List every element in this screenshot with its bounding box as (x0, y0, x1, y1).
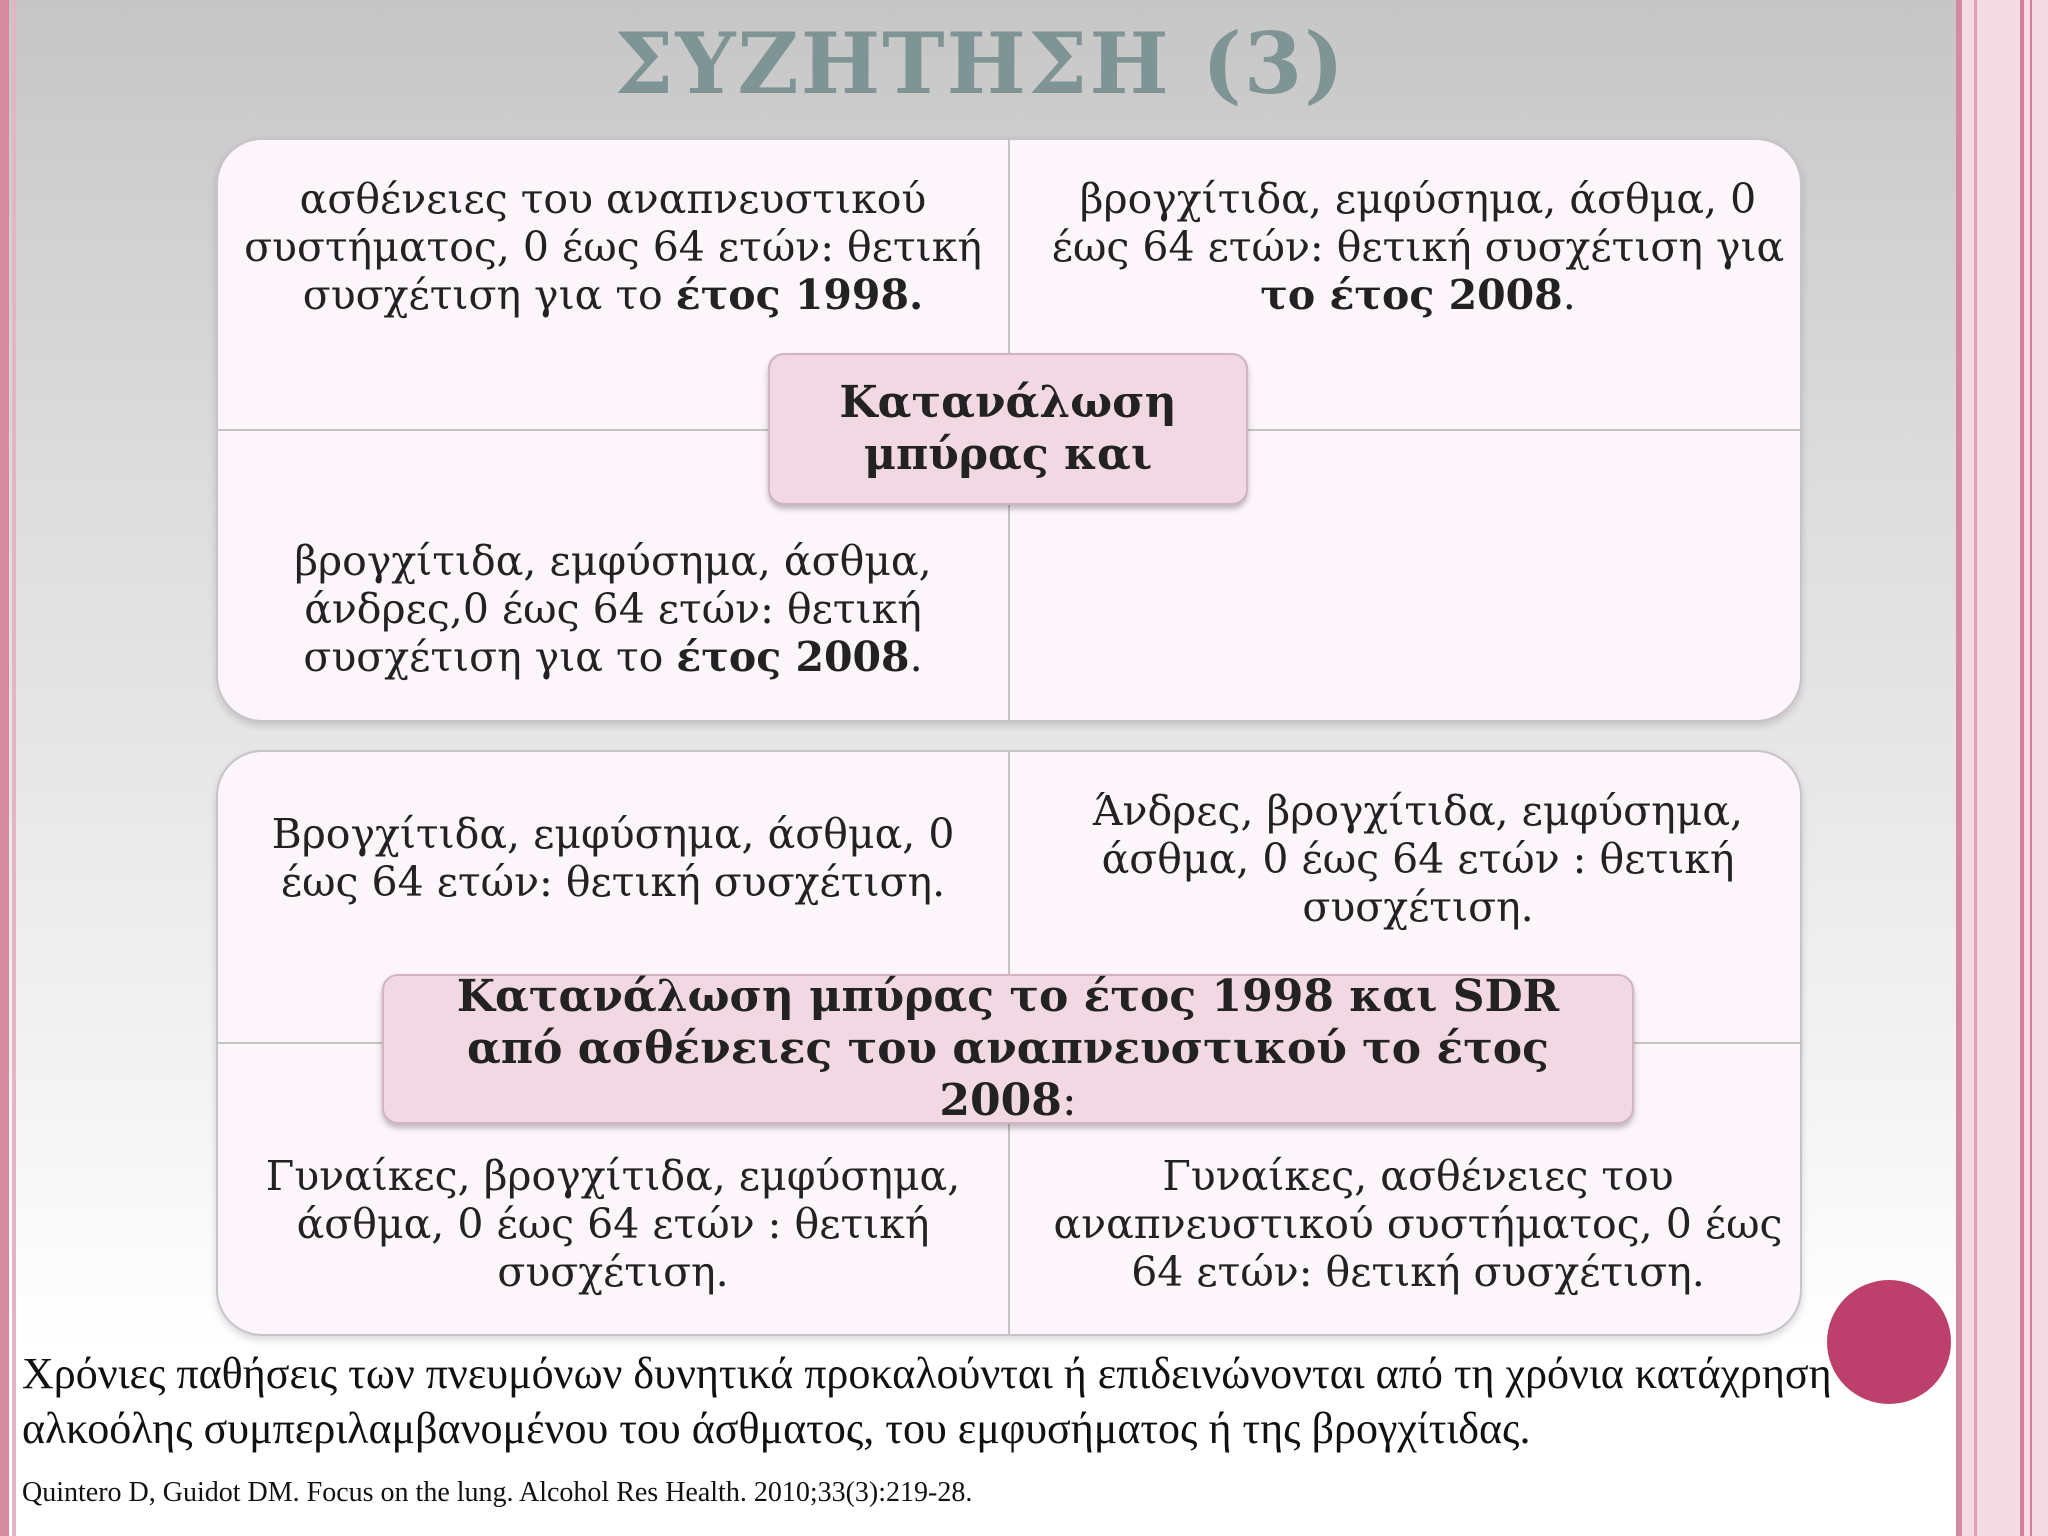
right-decor-line (1974, 0, 1977, 1536)
quadrant-bottom-left: βρογχίτιδα, εμφύσημα, άσθμα, άνδρες,0 έως 64 ετών: θετική συσχέτιση για το έτος 2008. (294, 537, 932, 681)
quadrant-top-left: Βρογχίτιδα, εμφύσημα, άσθμα, 0 έως 64 ετών: θετική συσχέτιση. (271, 810, 955, 906)
right-decor-line (1956, 0, 1962, 1536)
right-decor-band (1956, 0, 2048, 1536)
citation: Quintero D, Guidot DM. Focus on the lung. Alcohol Res Health. 2010;33(3):219-28. (22, 1477, 973, 1508)
center-box-colon: : (1061, 1075, 1077, 1126)
panel-2-center-box (382, 971, 1634, 1126)
quadrant-top-right: Άνδρες, βρογχίτιδα, εμφύσημα, άσθμα, 0 έως 64 ετών : θετική συσχέτιση. (1092, 787, 1744, 931)
quadrant-top-right: βρογχίτιδα, εμφύσημα, άσθμα, 0 έως 64 ετών: θετική συσχέτιση για το έτος 2008. (1051, 175, 1785, 319)
left-decor-stripe (0, 0, 9, 1536)
quadrant-bottom-left: Γυναίκες, βρογχίτιδα, εμφύσημα, άσθμα, 0 έως 64 ετών : θετική συσχέτιση. (265, 1152, 961, 1296)
center-box-line-1: Κατανάλωση (839, 377, 1177, 428)
quadrant-bottom-right: Γυναίκες, ασθένειες του αναπνευστικού συστήματος, 0 έως 64 ετών: θετική συσχέτιση. (1053, 1152, 1783, 1296)
center-box-line-2: μπύρας και (863, 429, 1153, 480)
panel-1-center-box (768, 353, 1248, 505)
center-box-text: Κατανάλωση μπύρας το έτος 1998 και SDR από ασθένειες του αναπνευστικού το έτος 2008 (456, 971, 1560, 1126)
slide-title: ΣΥΖΗΤΗΣΗ (3) (614, 14, 1346, 113)
left-decor-stripe-thin (12, 0, 16, 1536)
right-decor-line (2030, 0, 2032, 1536)
quadrant-top-left: ασθένειες του αναπνευστικού συστήματος, 0 έως 64 ετών: θετική συσχέτιση για το έτος 1998. (244, 175, 982, 319)
footer-text: Χρόνιες παθήσεις των πνευμόνων δυνητικά προκαλούνται ή επιδεινώνονται από τη χρόνια κατάχρηση αλκοόλης συμπεριλαμβανομένου του άσθματος, του εμφυσήματος ή της βρογχίτιδας. (22, 1349, 1832, 1453)
right-decor-line (2020, 0, 2024, 1536)
